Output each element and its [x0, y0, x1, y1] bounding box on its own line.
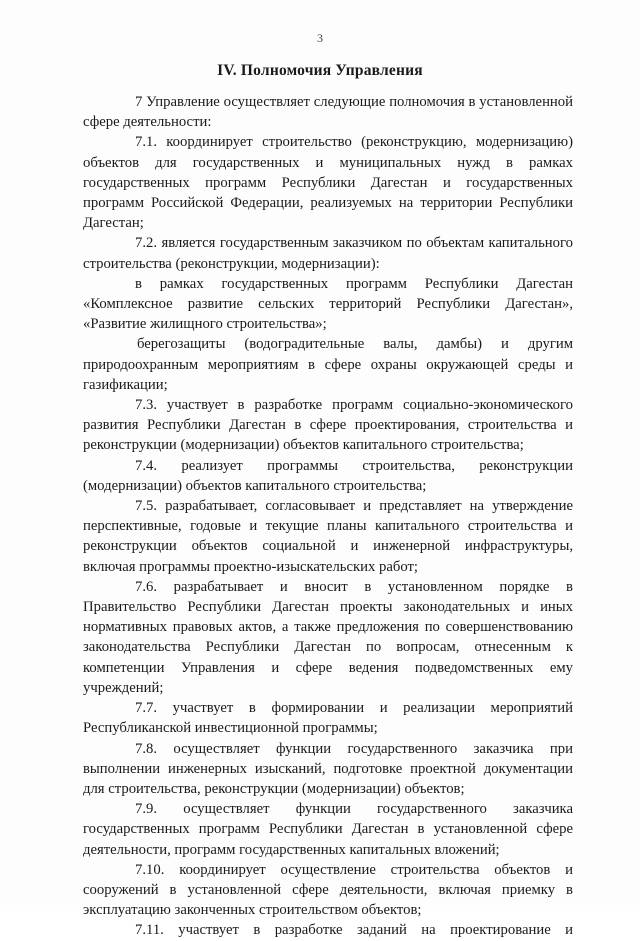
- paragraph-7-2: 7.2. является государственным заказчиком по объектам капитального строительства (реконструкции, модернизации):: [83, 235, 573, 272]
- paragraph-7-9: 7.9. осуществляет функции государственного заказчика государственных программ Республики Дагестан в установленной сфере деятельности, программ государственных капитальных вложений;: [83, 801, 573, 858]
- page-number: 3: [317, 31, 323, 45]
- section-heading: IV. Полномочия Управления: [217, 62, 423, 79]
- paragraph-7-6: 7.6. разрабатывает и вносит в установленном порядке в Правительство Республики Дагестан проекты законодательных и иных нормативных правовых актов, а также предложения по совершенствованию законодательства Республики Дагестан по вопросам, отнесенным к компетенции Управления и сфере ведения подведомственных ему учреждений;: [83, 578, 573, 696]
- paragraph-7-1: 7.1. координирует строительство (реконструкцию, модернизацию) объектов для государственных и муниципальных нужд в рамках государственных программ Республики Дагестан и государственных программ Российской Федерации, реализуемых на территории Республики Дагестан;: [83, 134, 573, 232]
- paragraph-7-7: 7.7. участвует в формировании и реализации мероприятий Республиканской инвестиционной программы;: [83, 700, 573, 737]
- paragraph-7-2-programs: в рамках государственных программ Республики Дагестан «Комплексное развитие сельских территорий Республики Дагестан», «Развитие жилищного строительства»;: [83, 275, 573, 333]
- paragraph-7-5: 7.5. разрабатывает, согласовывает и представляет на утверждение перспективные, годовые и текущие планы капитального строительства и реконструкции объектов социальной и инженерной инфраструктуры, включая программы проектно-изыскательских работ;: [83, 498, 573, 575]
- paragraph-7-8: 7.8. осуществляет функции государственного заказчика при выполнении инженерных изысканий, подготовке проектной документации для строительства, реконструкции (модернизации) объектов;: [83, 740, 573, 797]
- paragraph-7-2-shore-protection: берегозащиты (водоградительные валы, дамбы) и другим природоохранным мероприятиям в сфере охраны окружающей среды и газификации;: [83, 336, 573, 393]
- document-body: [83, 92, 573, 941]
- paragraph-7-4: 7.4. реализует программы строительства, реконструкции (модернизации) объектов капитального строительства;: [83, 457, 573, 494]
- paragraph-7-11: 7.11. участвует в разработке заданий на проектирование и: [135, 922, 573, 939]
- paragraph-intro: 7 Управление осуществляет следующие полномочия в установленной сфере деятельности:: [83, 94, 573, 131]
- paragraph-7-3: 7.3. участвует в разработке программ социально-экономического развития Республики Дагестан в сфере проектирования, строительства и реконструкции (модернизации) объектов капитального строительства;: [83, 397, 573, 454]
- paragraph-7-10: 7.10. координирует осуществление строительства объектов и сооружений в установленной сфере деятельности, включая приемку в эксплуатацию законченных строительством объектов;: [83, 861, 573, 919]
